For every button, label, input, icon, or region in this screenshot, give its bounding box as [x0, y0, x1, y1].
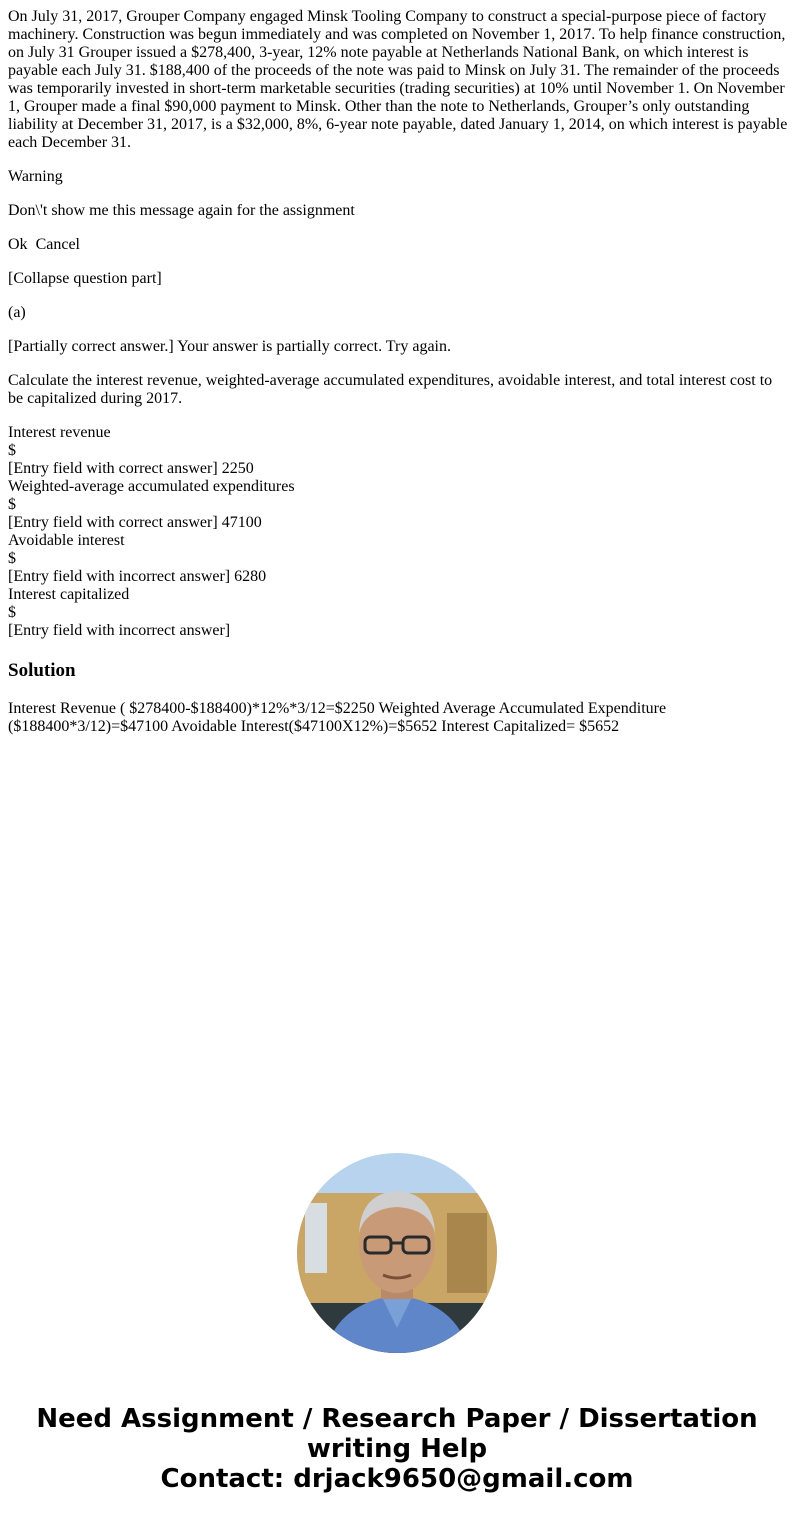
currency-symbol: $ [8, 604, 16, 621]
entry-label-interest-capitalized: Interest capitalized [8, 586, 130, 603]
contact-banner [0, 1404, 794, 1494]
dont-show-again-option[interactable]: Don\'t show me this message again for the assignment [8, 202, 355, 219]
entry-status: [Entry field with correct answer] [8, 514, 218, 531]
author-avatar [297, 1153, 497, 1353]
feedback-message: [Partially correct answer.] Your answer is partially correct. Try again. [8, 338, 451, 355]
entry-label-avoidable-interest: Avoidable interest [8, 532, 125, 549]
problem-text: On July 31, 2017, Grouper Company engaged Minsk Tooling Company to construct a special-purpose piece of factory machinery. Construction was begun immediately and was completed on November 1, 2017. To help finance construction, on July 31 Grouper issued a $278,400, 3-year, 12% note payable at Netherlands National Bank, on which interest is payable each July 31. $188,400 of the proceeds of the note was paid to Minsk on July 31. The remainder of the proceeds was temporarily invested in short-term marketable securities (trading securities) at 10% until November 1. On November 1, Grouper made a final $90,000 payment to Minsk. Other than the note to Netherlands, Grouper’s only outstanding liability at December 31, 2017, is a $32,000, 8%, 6-year note payable, dated January 1, 2014, on which interest is payable each December 31. [8, 8, 788, 151]
entry-field-interest-capitalized[interactable] [8, 622, 788, 640]
entry-label-interest-revenue: Interest revenue [8, 424, 111, 441]
entry-status: [Entry field with incorrect answer] [8, 622, 231, 639]
question-instruction: Calculate the interest revenue, weighted-average accumulated expenditures, avoidable interest, and total interest cost to be capitalized during 2017. [8, 372, 773, 407]
entry-field-avoidable-interest[interactable] [8, 568, 788, 586]
cancel-button[interactable]: Cancel [35, 236, 80, 253]
entry-field-weighted-average[interactable] [8, 514, 788, 532]
answer-entries [8, 424, 788, 640]
warning-title: Warning [8, 168, 63, 185]
entry-status: [Entry field with incorrect answer] [8, 568, 231, 585]
banner-contact-line[interactable]: Contact: drjack9650@gmail.com [160, 1464, 634, 1494]
entry-value: 6280 [234, 568, 267, 585]
banner-line-2: writing Help [306, 1434, 488, 1464]
entry-field-interest-revenue[interactable] [8, 460, 788, 478]
person-portrait-icon [297, 1153, 497, 1353]
banner-line-1: Need Assignment / Research Paper / Dissertation [36, 1404, 758, 1434]
page-content [8, 8, 788, 752]
entry-status: [Entry field with correct answer] [8, 460, 218, 477]
solution-text: Interest Revenue ( $278400-$188400)*12%*3/12=$2250 Weighted Average Accumulated Expenditure ($188400*3/12)=$47100 Avoidable Interest($47100X12%)=$5652 Interest Capitalized= $5652 [8, 700, 667, 735]
ok-button[interactable]: Ok [8, 236, 28, 253]
currency-symbol: $ [8, 442, 16, 459]
collapse-question-part-link[interactable]: [Collapse question part] [8, 270, 162, 287]
currency-symbol: $ [8, 550, 16, 567]
entry-value: 47100 [221, 514, 262, 531]
solution-heading: Solution [8, 660, 76, 681]
currency-symbol: $ [8, 496, 16, 513]
entry-value: 2250 [221, 460, 254, 477]
entry-label-weighted-average: Weighted-average accumulated expenditures [8, 478, 295, 495]
dialog-buttons [8, 236, 788, 254]
part-label: (a) [8, 304, 26, 321]
